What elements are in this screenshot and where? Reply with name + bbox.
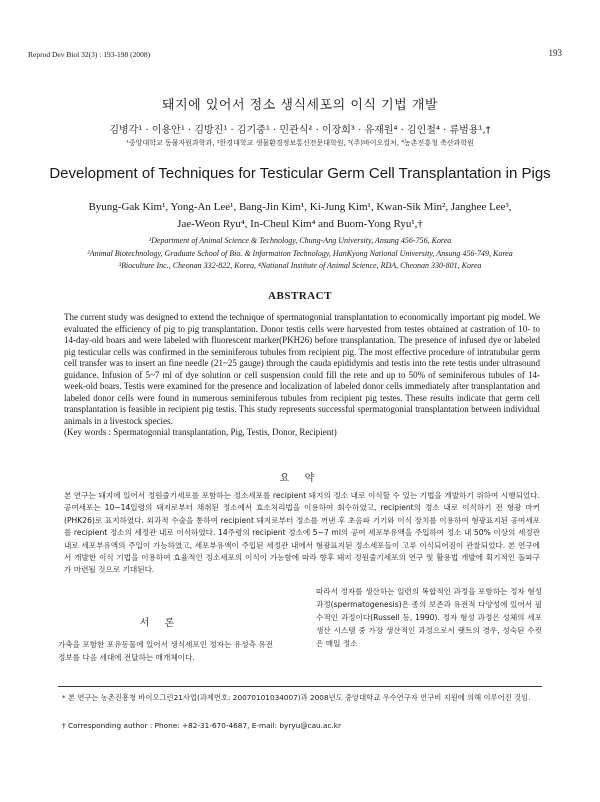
affiliation-1: ¹Department of Animal Science & Technology, Chung-Ang University, Ansung 456-756, Korea — [148, 236, 452, 245]
introduction-right-column: 따라서 정자를 생산하는 일련의 복합적인 과정을 포함하는 정자 형성 과정(spermatogenesis)은 종의 보존과 유전적 다양성에 있어서 필수적인 과정이다(Russell 등, 1990). 정자 형성 과정은 성체의 세포생산 시스템 중 가장 생산적인 과정으로서 랫트의 경우, 성숙된 수컷은 매일 정소 — [316, 587, 542, 648]
introduction-heading: 서 론 — [139, 618, 181, 629]
english-affiliations — [30, 235, 570, 273]
affiliation-2: ²Animal Biotechnology, Graduate School of Bio. & Information Technology, HanKyong National University, Ansung 456-749, Korea — [87, 248, 513, 258]
english-authors — [60, 199, 540, 233]
introduction-left-column: 가축을 포함한 포유동물에 있어서 생식세포인 정자는 유성측 유전 정보를 다음 세대에 전달하는 매개체이다. — [58, 640, 273, 662]
korean-summary-heading: 요 약 — [279, 473, 321, 484]
english-title: Development of Techniques for Testicular Germ Cell Transplantation in Pigs — [49, 165, 551, 182]
korean-title: 돼지에 있어서 정소 생식세포의 이식 기법 개발 — [162, 98, 438, 113]
page-number: 193 — [548, 48, 562, 58]
english-authors-line-1: Byung-Gak Kim¹, Yong-An Lee¹, Bang-Jin Kim¹, Ki-Jung Kim¹, Kwan-Sik Min², Janghee Lee³, — [88, 201, 512, 213]
footnote-divider — [58, 686, 542, 687]
running-head: Reprod Dev Biol 32(3) : 193-198 (2008) — [28, 50, 151, 59]
affiliation-3: ³Bioculture Inc., Cheonan 332-822, Korea, ⁴National Institute of Animal Science, RDA, Cheonan 330-801, Korea — [118, 261, 482, 270]
footnote-funding: * 본 연구는 농촌진흥청 바이오그린21사업(과제번호: 20070101034007)과 2008년도 중앙대학교 우수연구자 연구비 지원에 의해 이루어진 것임. — [62, 693, 531, 702]
abstract-text: The current study was designed to extend the technique of spermatogonial transplantation to economically important pig model. We evaluated the efficiency of pig to pig transplantation. Donor testis cells were harvested from testes obtained at castration of 10- to 14-day-old boars and were labeled with fluorescent marker(PKH26) before transplantation. The presence of infused dye or labeled pig testicular cells was confirmed in the seminiferous tubules from recipient pig. The most effective procedure of intratubular germ cell transfer was to insert an fine needle (21~25 gauge) through the cauda epididymis and testis into the rete testis under ultrasound guidance. Infusion of 5~7 ml of dye solution or cell suspension could fill the rete and up to 50% of seminiferous tubules of 14-week-old boars. Testis were examined for the presence and localization of labeled donor cells immediately after transplantation and labeled donor cells were found in numerous seminiferous tubules from recipient pig testes. These results indicate that germ cell transplantation is feasible in recipient pig testis. This study represents successful spermatogonial transplantation between individual animals in a livestock species. — [64, 312, 540, 426]
footnote-corresponding-author: † Corresponding author : Phone: +82-31-670-4687, E-mail: byryu@cau.ac.kr — [62, 721, 342, 730]
abstract-body — [64, 312, 540, 439]
korean-affiliations: ¹중앙대학교 동물자원과학과, ²한경대학교 생물환경정보통신전문대학원, ³(주)바이오컬처, ⁴농촌진흥청 축산과학원 — [126, 139, 474, 147]
abstract-keywords: (Key words : Spermatogonial transplantation, Pig, Testis, Donor, Recipient) — [64, 427, 337, 437]
abstract-heading: ABSTRACT — [268, 290, 332, 302]
english-authors-line-2: Jae-Weon Ryu⁴, In-Cheul Kim⁴ and Buom-Yong Ryu¹,† — [177, 218, 423, 230]
korean-authors: 김병각¹ · 이용안¹ · 김방진¹ · 김기중¹ · 민관식² · 이장희³ · 유재원⁴ · 김인철⁴ · 류범용¹,† — [109, 125, 491, 136]
korean-summary-body: 본 연구는 돼지에 있어서 정원줄기세포를 포함하는 정소세포를 recipient 돼지의 정소 내로 이식할 수 있는 기법을 개발하기 위하여 시행되었다. 공여세포는 10~14일령의 돼지로부터 채취된 정소에서 효소처리법을 이용하여 회수하였고, recipient의 정소 내로 이식하기 전 형광 마커(PHK26)로 표지하였다. 외과적 수술을 통하여 recipient 돼지로부터 정소를 꺼낸 후 초음파 기기와 이식 장치를 이용하여 형광표지된 공여세포를 recipient 정소의 세정관 내로 이식하였다. 14주령의 recipient 정소에 5~7 ml의 공여 세포부유액을 주입하여 정소 내 50% 이상의 세정관 내로 세포부유액의 주입이 가능하였고, 세포부유액이 주입된 세정관 내에서 형광표지된 정소세포들이 고루 이식되어짐이 관찰되었다. 본 연구에서 개발한 이식 기법을 이용하여 효율적인 정소세포의 이식이 가능함에 따라 향후 돼지 정원줄기세포의 연구 및 활용법 개발에 획기적인 돌파구가 마련될 것으로 기대된다. — [64, 491, 540, 575]
